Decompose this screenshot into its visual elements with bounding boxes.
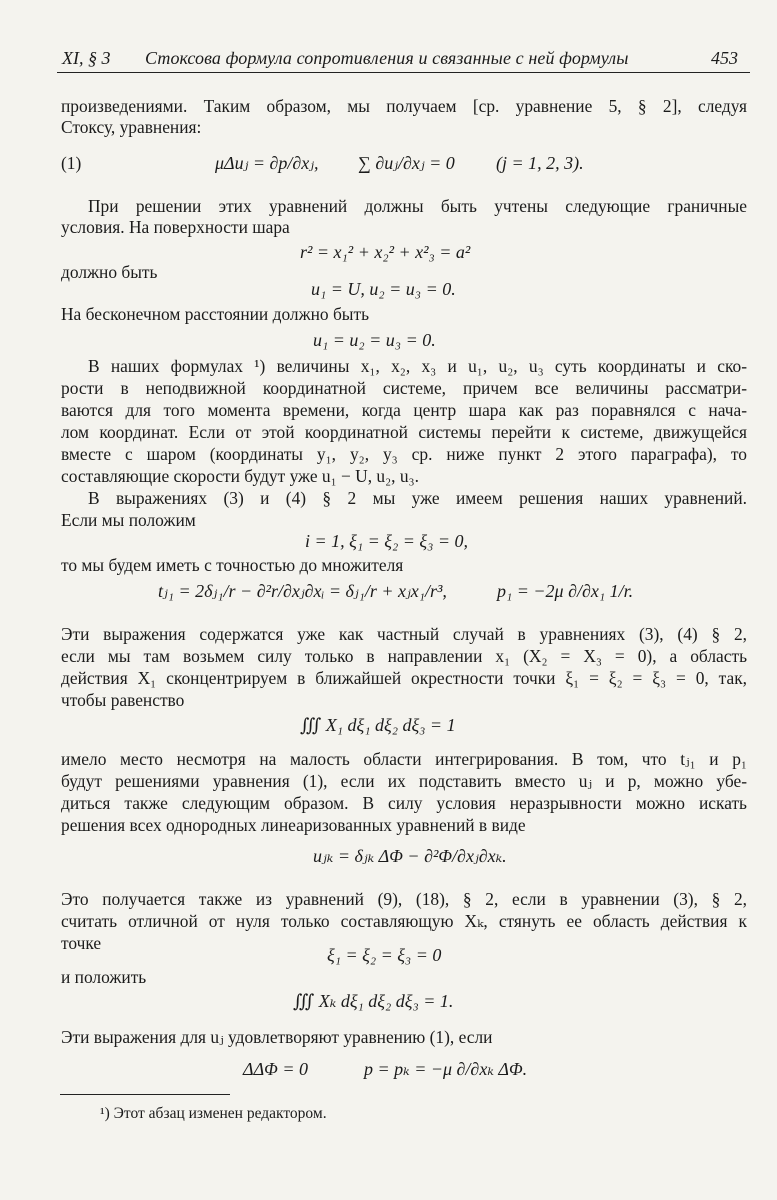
equation-choice: i = 1, ξ₁ = ξ₂ = ξ₃ = 0, bbox=[305, 531, 468, 551]
header-rule bbox=[57, 72, 750, 73]
equation-pressure: p = pₖ = −μ ∂/∂xₖ ΔΦ. bbox=[364, 1059, 528, 1079]
text-line: Если мы положим bbox=[61, 510, 196, 530]
text-line: рости в неподвижной координатной системе, причем все величины рассматри- bbox=[61, 378, 747, 398]
page-number: 453 bbox=[711, 48, 738, 68]
equation-label: (1) bbox=[61, 153, 82, 173]
text-line: чтобы равенство bbox=[61, 690, 185, 710]
equation-integral-1: ∭ X₁ dξ₁ dξ₂ dξ₃ = 1 bbox=[300, 715, 456, 735]
footnote: ¹) Этот абзац изменен редактором. bbox=[100, 1105, 327, 1122]
equation-p-1: p₁ = −2μ ∂/∂x₁ 1/r. bbox=[497, 581, 634, 601]
equation-u-jk: uⱼₖ = δⱼₖ ΔΦ − ∂²Φ/∂xⱼ∂xₖ. bbox=[313, 846, 507, 866]
text-line: Стоксу, уравнения: bbox=[61, 117, 202, 137]
text-line: точке bbox=[61, 933, 102, 953]
equation-xi-zero: ξ₁ = ξ₂ = ξ₃ = 0 bbox=[327, 945, 442, 965]
footnote-rule bbox=[60, 1094, 230, 1095]
equation-1-range: (j = 1, 2, 3). bbox=[496, 153, 584, 173]
text-line: На бесконечном расстоянии должно быть bbox=[61, 304, 370, 324]
text-line: диться также следующим образом. В силу условия неразрывности можно искать bbox=[61, 793, 747, 813]
text-line: должно быть bbox=[61, 262, 158, 282]
equation-sphere: r² = x₁² + x₂² + x²₃ = a² bbox=[300, 242, 471, 262]
text-line: и положить bbox=[61, 967, 147, 987]
text-line: имело место несмотря на малость области интегрирования. В том, что tⱼ₁ и p₁ bbox=[61, 749, 747, 769]
text-line: произведениями. Таким образом, мы получаем [ср. уравнение 5, § 2], следуя bbox=[61, 96, 747, 116]
text-line: то мы будем иметь с точностью до множителя bbox=[61, 555, 404, 575]
text-line: Эти выражения содержатся уже как частный случай в уравнениях (3), (4) § 2, bbox=[61, 624, 747, 644]
equation-1-continuity: ∑ ∂uⱼ/∂xⱼ = 0 bbox=[358, 153, 455, 173]
text-line: В наших формулах ¹) величины x₁, x₂, x₃ и u₁, u₂, u₃ суть координаты и ско- bbox=[88, 356, 747, 376]
text-line: решения всех однородных линеаризованных уравнений в виде bbox=[61, 815, 526, 835]
text-line: При решении этих уравнений должны быть учтены следующие граничные bbox=[88, 196, 747, 216]
text-line: условия. На поверхности шара bbox=[61, 217, 290, 237]
text-line: действия X₁ сконцентрируем в ближайшей окрестности точки ξ₁ = ξ₂ = ξ₃ = 0, так, bbox=[61, 668, 747, 688]
text-line: считать отличной от нуля только составляющую Xₖ, стянуть ее область действия к bbox=[61, 911, 747, 931]
running-header-left: XI, § 3 bbox=[62, 48, 111, 68]
text-line: вместе с шаром (координаты y₁, y₂, y₃ ср. ниже пункт 2 этого параграфа), то bbox=[61, 444, 747, 464]
text-line: будут решениями уравнения (1), если их подставить вместо uⱼ и p, можно убе- bbox=[61, 771, 747, 791]
equation-biharmonic: ΔΔΦ = 0 bbox=[243, 1059, 308, 1079]
text-line: ваются для того момента времени, когда центр шара как раз поравнялся с нача- bbox=[61, 400, 747, 420]
equation-infinity-bc: u₁ = u₂ = u₃ = 0. bbox=[313, 330, 436, 350]
text-line: если мы там возьмем силу только в направлении x₁ (X₂ = X₃ = 0), а область bbox=[61, 646, 747, 666]
text-line: Это получается также из уравнений (9), (18), § 2, если в уравнении (3), § 2, bbox=[61, 889, 747, 909]
equation-1-momentum: μΔuⱼ = ∂p/∂xⱼ, bbox=[215, 153, 319, 173]
text-line: В выражениях (3) и (4) § 2 мы уже имеем решения наших уравнений. bbox=[88, 488, 747, 508]
text-line: лом координат. Если от этой координатной системы перейти к системе, движущейся bbox=[61, 422, 747, 442]
text-line: составляющие скорости будут уже u₁ − U, u₂, u₃. bbox=[61, 466, 419, 486]
equation-integral-2: ∭ Xₖ dξ₁ dξ₂ dξ₃ = 1. bbox=[293, 991, 454, 1011]
equation-surface-bc: u₁ = U, u₂ = u₃ = 0. bbox=[311, 279, 456, 299]
equation-t-j1: tⱼ₁ = 2δⱼ₁/r − ∂²r/∂xⱼ∂xᵢ = δⱼ₁/r + xⱼx₁/r³, bbox=[158, 581, 447, 601]
text-line: Эти выражения для uⱼ удовлетворяют уравнению (1), если bbox=[61, 1027, 493, 1047]
running-header-title: Стоксова формула сопротивления и связанные с ней формулы bbox=[145, 48, 629, 68]
